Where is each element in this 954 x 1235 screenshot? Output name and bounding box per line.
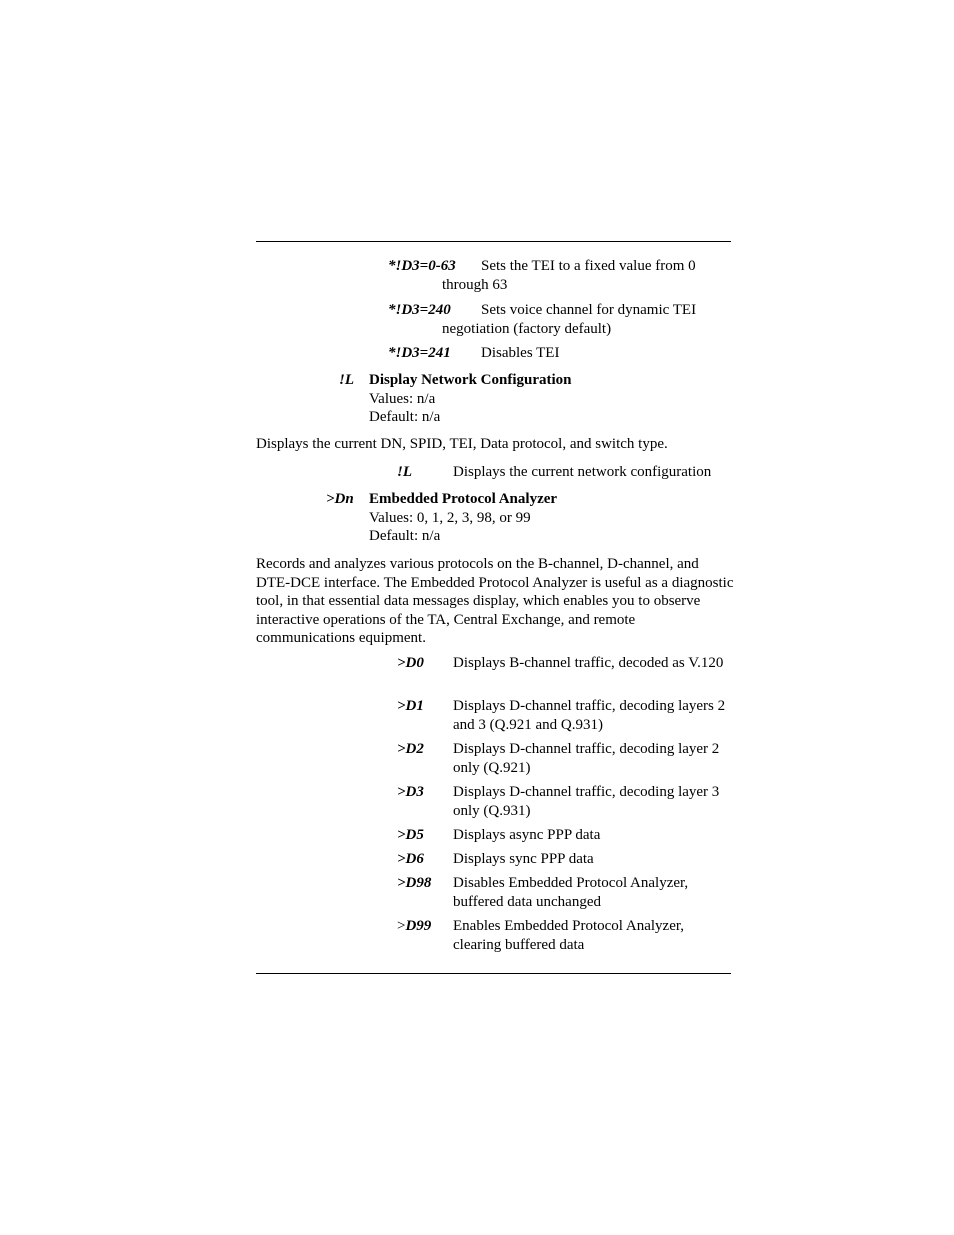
option-description: Displays B-channel traffic, decoded as V.120 xyxy=(453,655,724,671)
option-description: Displays sync PPP data xyxy=(453,851,594,867)
command-description: Records and analyzes various protocols on the B-channel, D-channel, and DTE-DCE interface. The Embedded Protocol Analyzer is useful as a diagnostic tool, in that essential data messages display, which enables you to observe interactive operations of the TA, Central Exchange, and remote communications equipment. xyxy=(256,556,734,646)
option-command: *!D3=240 xyxy=(388,302,451,318)
option-command: >D5 xyxy=(397,827,424,843)
option-command: >D98 xyxy=(397,875,432,891)
top-rule xyxy=(256,241,731,242)
command-code: >Dn xyxy=(326,491,354,507)
option-command: >D2 xyxy=(397,741,424,757)
command-title: Display Network Configuration xyxy=(369,372,572,388)
option-description: Sets the TEI to a fixed value from 0 through 63 xyxy=(442,258,696,293)
command-default: Default: n/a xyxy=(369,409,441,425)
command-header xyxy=(369,490,729,546)
bottom-rule xyxy=(256,973,731,974)
option-description: Displays the current network configuration xyxy=(453,464,712,480)
option-description: Disables Embedded Protocol Analyzer, buffered data unchanged xyxy=(453,875,689,910)
command-code: !L xyxy=(339,372,354,388)
command-header xyxy=(369,371,729,427)
command-values: Values: n/a xyxy=(369,390,436,407)
option-command: *!D3=241 xyxy=(388,345,451,361)
option-command: >D3 xyxy=(397,784,424,800)
option-description: Displays D-channel traffic, decoding layer 3 only (Q.931) xyxy=(453,784,720,819)
command-title: Embedded Protocol Analyzer xyxy=(369,491,558,507)
command-default: Default: n/a xyxy=(369,528,441,544)
command-description: Displays the current DN, SPID, TEI, Data protocol, and switch type. xyxy=(256,436,668,452)
option-description: Displays D-channel traffic, decoding layers 2 and 3 (Q.921 and Q.931) xyxy=(453,698,726,733)
option-description: Sets voice channel for dynamic TEI negotiation (factory default) xyxy=(442,302,697,337)
option-description: Enables Embedded Protocol Analyzer, clearing buffered data xyxy=(453,918,684,953)
option-command: >D0 xyxy=(397,655,424,671)
option-command: >D1 xyxy=(397,698,424,714)
option-description: Disables TEI xyxy=(481,345,560,361)
option-description: Displays D-channel traffic, decoding layer 2 only (Q.921) xyxy=(453,741,720,776)
option-command-prefix: > xyxy=(397,918,406,934)
option-command xyxy=(397,917,431,936)
option-command: *!D3=0-63 xyxy=(388,258,456,274)
command-values: Values: 0, 1, 2, 3, 98, or 99 xyxy=(369,509,531,526)
option-command-code: D99 xyxy=(405,918,432,934)
option-command: !L xyxy=(397,464,412,480)
option-description: Displays async PPP data xyxy=(453,827,601,843)
option-command: >D6 xyxy=(397,851,424,867)
